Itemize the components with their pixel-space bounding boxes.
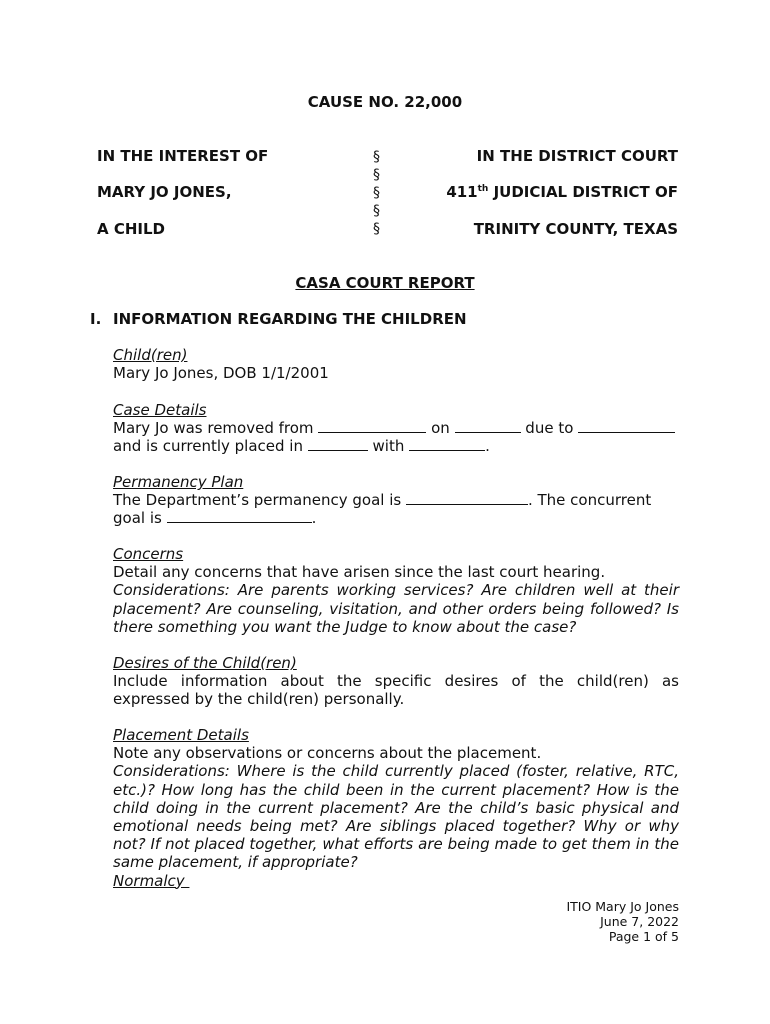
removal-location-blank[interactable]	[318, 420, 426, 433]
concerns-considerations: Considerations: Are parents working services? Are children well at their placement? Are counseling, visitation, and other orders being followed? Is there something you want the Judge to know about the case?	[113, 581, 679, 636]
page-footer	[566, 899, 679, 944]
desires-block	[113, 654, 679, 709]
removal-reason-blank[interactable]	[578, 420, 675, 433]
caption-left-line-1: IN THE INTEREST OF	[97, 147, 269, 165]
concerns-text: Detail any concerns that have arisen since the last court hearing.	[113, 563, 606, 582]
caption-right-line-1: IN THE DISTRICT COURT	[476, 147, 678, 165]
footer-page-number: Page 1 of 5	[608, 929, 679, 944]
concerns-label: Concerns	[113, 545, 184, 563]
section-symbol: §	[373, 221, 380, 237]
section-symbol: §	[373, 167, 380, 183]
placement-text: Note any observations or concerns about the placement.	[113, 744, 542, 763]
placement-with-blank[interactable]	[409, 438, 485, 451]
children-text: Mary Jo Jones, DOB 1/1/2001	[113, 364, 329, 383]
section-symbol: §	[373, 149, 380, 165]
section-title: INFORMATION REGARDING THE CHILDREN	[113, 310, 467, 328]
court-district-text: JUDICIAL DISTRICT OF	[488, 183, 678, 201]
placement-block	[113, 726, 679, 890]
section-symbol: §	[373, 203, 380, 219]
desires-text: Include information about the specific desires of the child(ren) as expressed by the child(ren) personally.	[113, 672, 679, 709]
report-title: CASA COURT REPORT	[295, 274, 475, 292]
footer-case-name: ITIO Mary Jo Jones	[566, 899, 679, 914]
removal-date-blank[interactable]	[455, 420, 521, 433]
caption-left-line-2: MARY JO JONES,	[97, 183, 232, 201]
permanency-plan-label: Permanency Plan	[113, 473, 244, 491]
desires-label: Desires of the Child(ren)	[113, 654, 297, 672]
caption-left-line-3: A CHILD	[97, 220, 165, 238]
permanency-line-1: The Department’s permanency goal is . The concurrent	[113, 491, 652, 510]
section-number: I.	[90, 310, 102, 328]
placement-type-blank[interactable]	[308, 438, 368, 451]
placement-considerations: Considerations: Where is the child currently placed (foster, relative, RTC, etc.)? How long has the child been in the current placement? How is the child doing in the current placement? Are the child’s basic physical and emotional needs being met? Are siblings placed together? Why or why not? If not placed together, what efforts are being made to get them in the same placement, if appropriate?	[113, 762, 679, 872]
case-details-label: Case Details	[113, 401, 207, 419]
children-block	[113, 346, 679, 382]
placement-label: Placement Details	[113, 726, 249, 744]
case-details-line-2: and is currently placed in with .	[113, 437, 490, 456]
permanency-plan-block	[113, 473, 679, 528]
caption-right-line-2	[446, 183, 678, 201]
case-details-line-1: Mary Jo was removed from on due to	[113, 419, 679, 437]
footer-date: June 7, 2022	[600, 914, 679, 929]
permanency-goal-blank[interactable]	[406, 492, 528, 505]
concurrent-goal-blank[interactable]	[167, 510, 312, 523]
case-details-block	[113, 401, 679, 456]
children-label: Child(ren)	[113, 346, 188, 364]
concerns-block	[113, 545, 679, 636]
caption-right-line-3: TRINITY COUNTY, TEXAS	[473, 220, 678, 238]
permanency-line-2: goal is .	[113, 509, 317, 528]
normalcy-label: Normalcy	[113, 871, 190, 890]
cause-number: CAUSE NO. 22,000	[307, 93, 463, 111]
ordinal-suffix: th	[477, 184, 489, 194]
section-heading	[90, 310, 467, 328]
section-symbol: §	[373, 185, 380, 201]
court-number: 411	[446, 183, 478, 201]
